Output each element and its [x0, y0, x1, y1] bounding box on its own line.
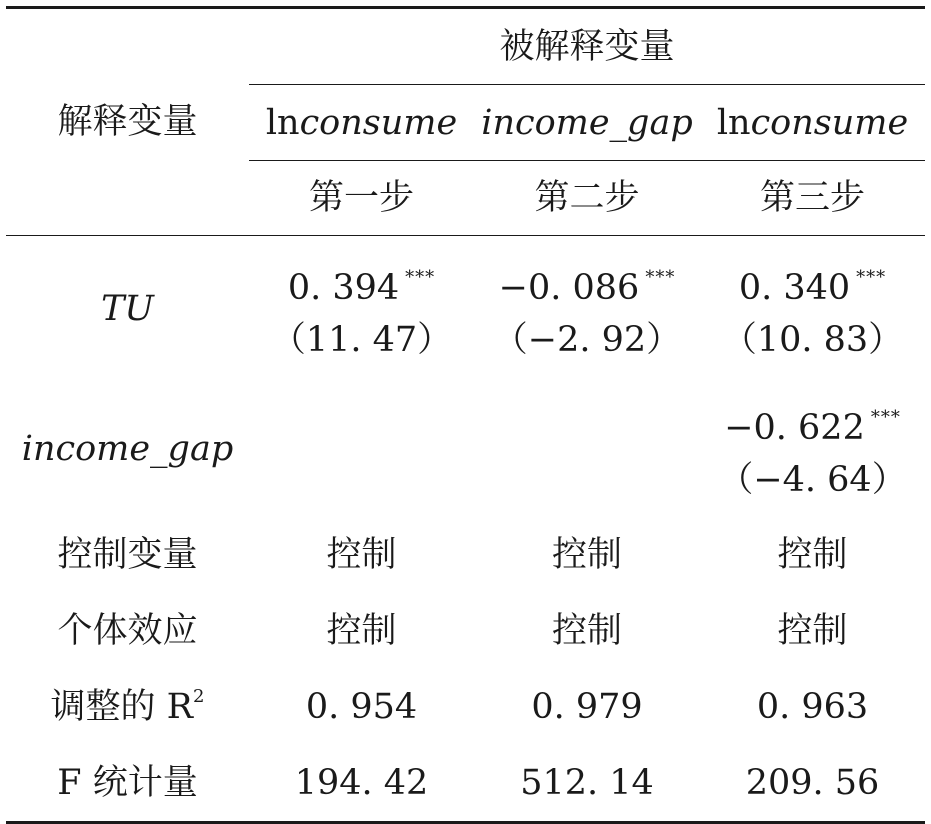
step-2-header: 第二步	[534, 178, 640, 218]
tu-stars-2: ***	[645, 266, 676, 288]
row-label-f-statistic: F 统计量	[57, 763, 198, 803]
income-gap-cell-3	[700, 381, 925, 517]
r2-superscript: 2	[193, 686, 205, 707]
dependent-var-1: lnconsume	[249, 85, 474, 161]
table-row-f-statistic	[6, 745, 925, 823]
tu-tstat-2: （−2. 92）	[492, 319, 682, 360]
r2-cell-3: 0. 963	[756, 687, 869, 727]
step-3-header: 第三步	[760, 178, 866, 218]
tu-stars-1: ***	[405, 266, 436, 288]
income-gap-cell-2	[474, 381, 700, 517]
tu-tstat-1: （11. 47）	[270, 319, 453, 360]
tu-cell-3	[700, 236, 925, 382]
row-label-adjusted-r2: 调整的 $R^2$	[50, 686, 205, 727]
fstat-cell-3: 209. 56	[745, 763, 880, 803]
fstat-cell-1: 194. 42	[294, 763, 429, 803]
row-label-header: 解释变量	[57, 102, 198, 142]
header-row-dependent	[6, 8, 925, 85]
fixed-effects-cell-3: 控制	[777, 611, 848, 651]
tu-cell-2	[474, 236, 700, 382]
r2-cell-2: 0. 979	[531, 687, 643, 727]
mediation-regression-table	[6, 6, 925, 824]
step-1-header: 第一步	[308, 178, 414, 218]
tu-stars-3: ***	[856, 266, 887, 288]
controls-cell-2: 控制	[551, 535, 622, 575]
income-gap-coef-3: −0. 622	[724, 408, 865, 448]
table-row-adjusted-r2	[6, 669, 925, 745]
row-label-fixed-effects: 个体效应	[57, 611, 198, 651]
tu-cell-1	[249, 236, 474, 382]
income-gap-cell-1	[249, 381, 474, 517]
income-gap-stars-3: ***	[870, 407, 901, 428]
table-row-controls	[6, 517, 925, 593]
income-gap-tstat-3: （−4. 64）	[718, 460, 907, 500]
tu-tstat-3: （10. 83）	[721, 319, 904, 360]
dependent-variable-header: 被解释变量	[249, 8, 925, 85]
row-label-tu: TU	[101, 288, 154, 329]
table-row-fixed-effects	[6, 593, 925, 669]
controls-cell-1: 控制	[326, 535, 397, 575]
dependent-var-2: income_gap	[474, 85, 700, 161]
tu-coef-1: 0. 394	[287, 267, 400, 308]
fstat-cell-2: 512. 14	[520, 763, 654, 803]
row-label-controls: 控制变量	[57, 535, 198, 575]
r2-cell-1: 0. 954	[305, 687, 418, 727]
controls-cell-3: 控制	[777, 535, 848, 575]
tu-coef-3: 0. 340	[738, 267, 851, 308]
fixed-effects-cell-1: 控制	[326, 611, 397, 651]
tu-coef-2: −0. 086	[498, 267, 640, 308]
table-row-tu	[6, 236, 925, 382]
row-label-income-gap: income_gap	[21, 429, 234, 469]
table-row-income-gap	[6, 381, 925, 517]
dependent-var-3: lnconsume	[700, 85, 925, 161]
fixed-effects-cell-2: 控制	[551, 611, 622, 651]
